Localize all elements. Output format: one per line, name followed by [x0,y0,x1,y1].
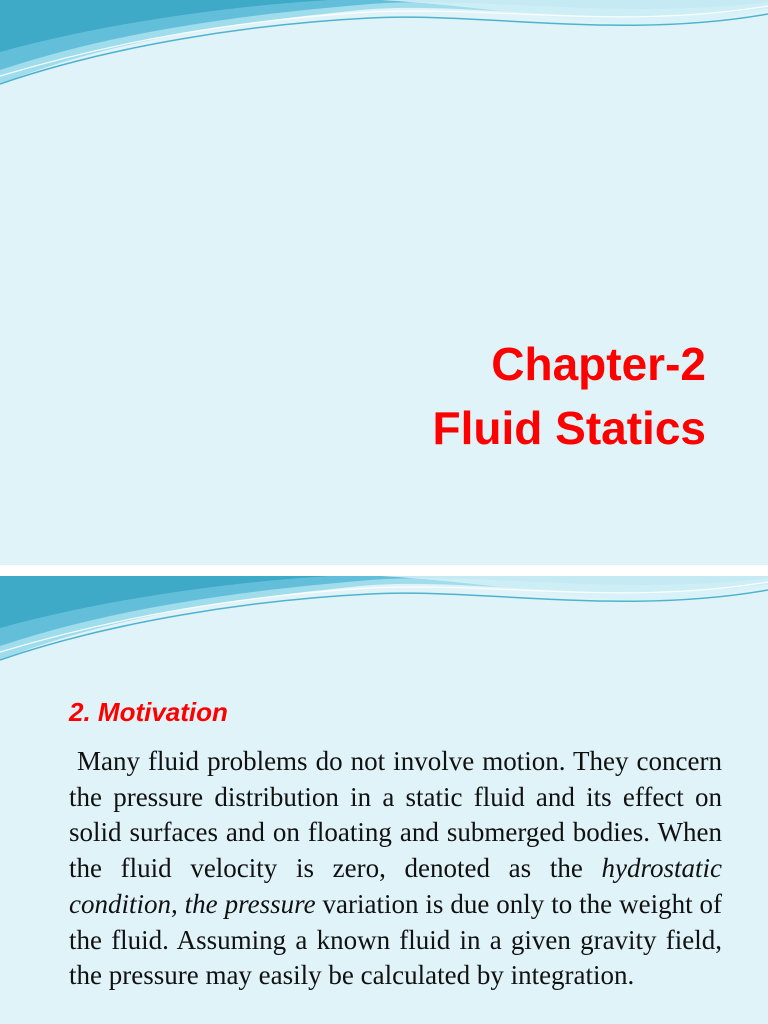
body-paragraph [69,744,722,994]
section-heading: 2. Motivation [69,697,228,727]
chapter-subject: Fluid Statics [432,402,706,454]
body-text-italic: hydrostatic condition, the pressure [69,853,722,919]
chapter-number: Chapter-2 [491,338,706,390]
slide-separator [0,565,768,576]
body-text-part1: Many fluid problems do not involve motion. They concern the pressure distribution in a static fluid and its effect on solid surfaces and on floating and submerged bodies. When the fluid velocity is zero, denoted as the [69,746,722,884]
body-text-part2: variation is due only to the weight of the fluid. Assuming a known fluid in a given gravity field, the pressure may easily be calculated by integration. [69,888,723,991]
wave-banner-decoration [0,0,768,100]
wave-banner-decoration [0,576,768,676]
chapter-title [433,332,706,460]
